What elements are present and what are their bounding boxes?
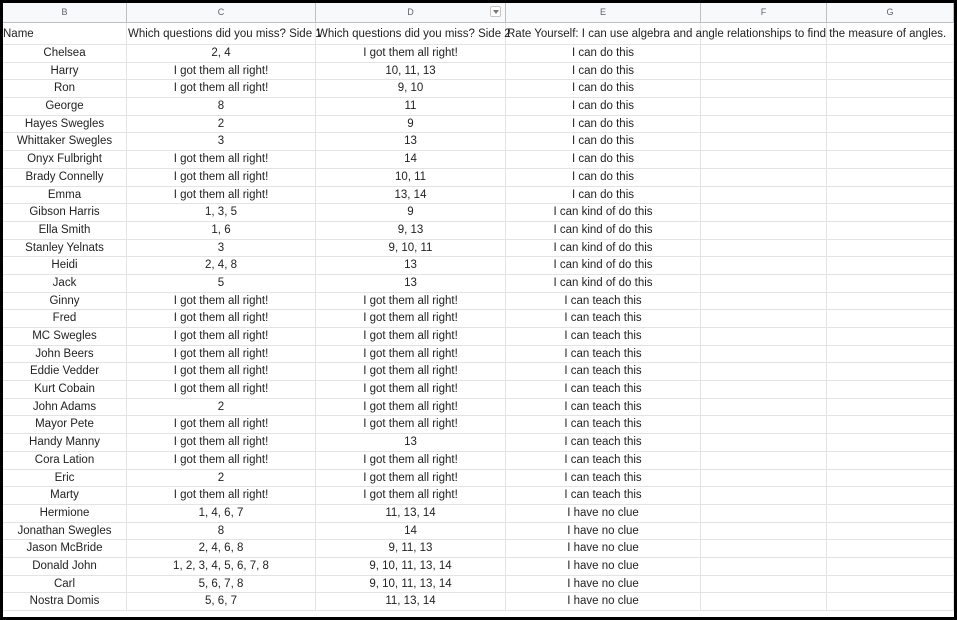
table-row bbox=[3, 558, 954, 576]
column-header-d[interactable] bbox=[316, 3, 506, 22]
table-row bbox=[3, 63, 954, 81]
cell-name[interactable]: Eric bbox=[3, 470, 127, 488]
cell-f[interactable] bbox=[701, 45, 827, 63]
cell-name[interactable]: Ella Smith bbox=[3, 222, 127, 240]
cell-g[interactable] bbox=[827, 151, 954, 169]
cell-side2[interactable]: I got them all right! bbox=[316, 45, 506, 63]
cell-f[interactable] bbox=[701, 169, 827, 187]
cell-side2[interactable]: 9, 10, 11, 13, 14 bbox=[316, 576, 506, 594]
cell-name[interactable]: Heidi bbox=[3, 257, 127, 275]
cell-side1[interactable]: I got them all right! bbox=[127, 381, 316, 399]
cell-side2[interactable]: 9, 13 bbox=[316, 222, 506, 240]
cell-g[interactable] bbox=[827, 399, 954, 417]
cell-name[interactable]: John Adams bbox=[3, 399, 127, 417]
cell-rating[interactable]: I can teach this bbox=[506, 434, 701, 452]
header-cell-side2[interactable]: Which questions did you miss? Side 2 bbox=[316, 23, 506, 45]
column-header-c[interactable]: C bbox=[127, 3, 316, 22]
cell-side2[interactable]: 9 bbox=[316, 204, 506, 222]
cell-side1[interactable]: I got them all right! bbox=[127, 63, 316, 81]
cell-side1[interactable]: I got them all right! bbox=[127, 346, 316, 364]
cell-name[interactable]: Mayor Pete bbox=[3, 416, 127, 434]
cell-side2[interactable]: I got them all right! bbox=[316, 328, 506, 346]
cell-g[interactable] bbox=[827, 576, 954, 594]
cell-side1[interactable]: 3 bbox=[127, 240, 316, 258]
cell-side2[interactable]: I got them all right! bbox=[316, 363, 506, 381]
cell-name[interactable]: Whittaker Swegles bbox=[3, 133, 127, 151]
cell-rating[interactable]: I can teach this bbox=[506, 346, 701, 364]
cell-g[interactable] bbox=[827, 116, 954, 134]
cell-rating[interactable]: I can do this bbox=[506, 63, 701, 81]
cell-name[interactable]: Stanley Yelnats bbox=[3, 240, 127, 258]
cell-side1[interactable]: 3 bbox=[127, 133, 316, 151]
table-row bbox=[3, 470, 954, 488]
cell-g[interactable] bbox=[827, 63, 954, 81]
cell-f[interactable] bbox=[701, 505, 827, 523]
cell-f[interactable] bbox=[701, 416, 827, 434]
cell-g[interactable] bbox=[827, 452, 954, 470]
column-header-e[interactable]: E bbox=[506, 3, 701, 22]
cell-g[interactable] bbox=[827, 434, 954, 452]
cell-rating[interactable]: I can do this bbox=[506, 116, 701, 134]
cell-rating[interactable]: I can teach this bbox=[506, 381, 701, 399]
cell-side2[interactable]: 14 bbox=[316, 523, 506, 541]
cell-name[interactable]: Onyx Fulbright bbox=[3, 151, 127, 169]
cell-side2[interactable]: 13 bbox=[316, 133, 506, 151]
cell-rating[interactable]: I can kind of do this bbox=[506, 204, 701, 222]
table-row bbox=[3, 169, 954, 187]
cell-f[interactable] bbox=[701, 452, 827, 470]
cell-side2[interactable]: 13 bbox=[316, 434, 506, 452]
cell-f[interactable] bbox=[701, 576, 827, 594]
cell-g[interactable] bbox=[827, 346, 954, 364]
cell-side2[interactable]: 14 bbox=[316, 151, 506, 169]
cell-f[interactable] bbox=[701, 257, 827, 275]
cell-name[interactable]: Jack bbox=[3, 275, 127, 293]
cell-side2[interactable]: I got them all right! bbox=[316, 470, 506, 488]
table-row bbox=[3, 45, 954, 63]
cell-side1[interactable]: I got them all right! bbox=[127, 187, 316, 205]
cell-name[interactable]: Jonathan Swegles bbox=[3, 523, 127, 541]
cell-rating[interactable]: I can teach this bbox=[506, 452, 701, 470]
cell-side1[interactable]: I got them all right! bbox=[127, 310, 316, 328]
cell-side1[interactable]: 8 bbox=[127, 98, 316, 116]
table-row bbox=[3, 310, 954, 328]
cell-name[interactable]: Marty bbox=[3, 487, 127, 505]
cell-side2[interactable]: 9 bbox=[316, 116, 506, 134]
cell-name[interactable]: Chelsea bbox=[3, 45, 127, 63]
cell-name[interactable]: Brady Connelly bbox=[3, 169, 127, 187]
cell-rating[interactable]: I have no clue bbox=[506, 593, 701, 611]
cell-g[interactable] bbox=[827, 275, 954, 293]
table-row bbox=[3, 293, 954, 311]
cell-rating[interactable]: I have no clue bbox=[506, 540, 701, 558]
cell-name[interactable]: Harry bbox=[3, 63, 127, 81]
cell-side1[interactable]: 2, 4, 8 bbox=[127, 257, 316, 275]
table-row bbox=[3, 151, 954, 169]
cell-side1[interactable]: I got them all right! bbox=[127, 434, 316, 452]
cell-rating[interactable]: I can do this bbox=[506, 187, 701, 205]
cell-side1[interactable]: I got them all right! bbox=[127, 80, 316, 98]
cell-side2[interactable]: I got them all right! bbox=[316, 381, 506, 399]
table-row bbox=[3, 593, 954, 611]
cell-side2[interactable]: 10, 11, 13 bbox=[316, 63, 506, 81]
cell-g[interactable] bbox=[827, 80, 954, 98]
table-row bbox=[3, 540, 954, 558]
cell-rating[interactable]: I can do this bbox=[506, 151, 701, 169]
cell-side1[interactable]: 2 bbox=[127, 470, 316, 488]
table-row bbox=[3, 133, 954, 151]
cell-f[interactable] bbox=[701, 381, 827, 399]
table-row bbox=[3, 328, 954, 346]
cell-rating[interactable]: I can kind of do this bbox=[506, 222, 701, 240]
cell-side1[interactable]: I got them all right! bbox=[127, 487, 316, 505]
cell-name[interactable]: Fred bbox=[3, 310, 127, 328]
cell-f[interactable] bbox=[701, 363, 827, 381]
cell-side2[interactable]: 11, 13, 14 bbox=[316, 593, 506, 611]
cell-side1[interactable]: 2, 4 bbox=[127, 45, 316, 63]
cell-side2[interactable]: I got them all right! bbox=[316, 346, 506, 364]
table-row bbox=[3, 98, 954, 116]
cell-g[interactable] bbox=[827, 222, 954, 240]
cell-name[interactable]: MC Swegles bbox=[3, 328, 127, 346]
cell-name[interactable]: George bbox=[3, 98, 127, 116]
cell-rating[interactable]: I can do this bbox=[506, 169, 701, 187]
cell-g[interactable] bbox=[827, 470, 954, 488]
table-row bbox=[3, 523, 954, 541]
cell-rating[interactable]: I have no clue bbox=[506, 523, 701, 541]
cell-side2[interactable]: 13, 14 bbox=[316, 187, 506, 205]
cell-f[interactable] bbox=[701, 558, 827, 576]
cell-f[interactable] bbox=[701, 240, 827, 258]
cell-rating[interactable]: I can kind of do this bbox=[506, 240, 701, 258]
cell-rating[interactable]: I can do this bbox=[506, 80, 701, 98]
table-row bbox=[3, 576, 954, 594]
cell-rating[interactable]: I can do this bbox=[506, 133, 701, 151]
cell-name[interactable]: John Beers bbox=[3, 346, 127, 364]
cell-f[interactable] bbox=[701, 151, 827, 169]
cell-side2[interactable]: I got them all right! bbox=[316, 399, 506, 417]
cell-side2[interactable]: 13 bbox=[316, 275, 506, 293]
cell-f[interactable] bbox=[701, 187, 827, 205]
cell-f[interactable] bbox=[701, 275, 827, 293]
table-row bbox=[3, 204, 954, 222]
cell-g[interactable] bbox=[827, 98, 954, 116]
cell-side2[interactable]: I got them all right! bbox=[316, 487, 506, 505]
cell-side1[interactable]: 2 bbox=[127, 399, 316, 417]
cell-side1[interactable]: 1, 2, 3, 4, 5, 6, 7, 8 bbox=[127, 558, 316, 576]
cell-name[interactable]: Carl bbox=[3, 576, 127, 594]
cell-side1[interactable]: I got them all right! bbox=[127, 151, 316, 169]
cell-side2[interactable]: I got them all right! bbox=[316, 452, 506, 470]
cell-f[interactable] bbox=[701, 293, 827, 311]
cell-rating[interactable]: I have no clue bbox=[506, 558, 701, 576]
cell-name[interactable]: Ginny bbox=[3, 293, 127, 311]
cell-side1[interactable]: I got them all right! bbox=[127, 328, 316, 346]
cell-name[interactable]: Kurt Cobain bbox=[3, 381, 127, 399]
cell-name[interactable]: Jason McBride bbox=[3, 540, 127, 558]
header-cell-side1[interactable]: Which questions did you miss? Side 1 bbox=[127, 23, 316, 45]
cell-g[interactable] bbox=[827, 540, 954, 558]
table-row bbox=[3, 416, 954, 434]
cell-side1[interactable]: 2 bbox=[127, 116, 316, 134]
cell-rating[interactable]: I can teach this bbox=[506, 487, 701, 505]
cell-side1[interactable]: 5, 6, 7 bbox=[127, 593, 316, 611]
table-row bbox=[3, 434, 954, 452]
cell-f[interactable] bbox=[701, 204, 827, 222]
cell-f[interactable] bbox=[701, 116, 827, 134]
table-row bbox=[3, 240, 954, 258]
cell-g[interactable] bbox=[827, 593, 954, 611]
cell-f[interactable] bbox=[701, 487, 827, 505]
column-header-b[interactable]: B bbox=[3, 3, 127, 22]
column-header-bar bbox=[3, 3, 954, 23]
cell-f[interactable] bbox=[701, 399, 827, 417]
cell-g[interactable] bbox=[827, 310, 954, 328]
cell-rating[interactable]: I can teach this bbox=[506, 470, 701, 488]
cell-rating[interactable]: I can teach this bbox=[506, 328, 701, 346]
cell-side1[interactable]: 1, 6 bbox=[127, 222, 316, 240]
cell-name[interactable]: Nostra Domis bbox=[3, 593, 127, 611]
cell-side2[interactable]: 11 bbox=[316, 98, 506, 116]
table-row bbox=[3, 399, 954, 417]
cell-f[interactable] bbox=[701, 222, 827, 240]
cell-g[interactable] bbox=[827, 416, 954, 434]
cell-name[interactable]: Ron bbox=[3, 80, 127, 98]
cell-rating[interactable]: I can teach this bbox=[506, 363, 701, 381]
cell-side2[interactable]: 11, 13, 14 bbox=[316, 505, 506, 523]
sheet-grid bbox=[3, 23, 954, 611]
cell-side2[interactable]: 13 bbox=[316, 257, 506, 275]
cell-rating[interactable]: I can teach this bbox=[506, 293, 701, 311]
cell-g[interactable] bbox=[827, 505, 954, 523]
cell-name[interactable]: Handy Manny bbox=[3, 434, 127, 452]
column-header-f[interactable]: F bbox=[701, 3, 827, 22]
cell-rating[interactable]: I have no clue bbox=[506, 505, 701, 523]
table-row bbox=[3, 505, 954, 523]
table-row bbox=[3, 187, 954, 205]
cell-rating[interactable]: I can kind of do this bbox=[506, 275, 701, 293]
cell-f[interactable] bbox=[701, 310, 827, 328]
cell-side1[interactable]: 5 bbox=[127, 275, 316, 293]
cell-side2[interactable]: I got them all right! bbox=[316, 310, 506, 328]
cell-name[interactable]: Donald John bbox=[3, 558, 127, 576]
cell-f[interactable] bbox=[701, 80, 827, 98]
column-header-g[interactable]: G bbox=[827, 3, 954, 22]
cell-f[interactable] bbox=[701, 328, 827, 346]
cell-rating[interactable]: I can do this bbox=[506, 98, 701, 116]
table-row bbox=[3, 452, 954, 470]
cell-f[interactable] bbox=[701, 593, 827, 611]
table-row bbox=[3, 257, 954, 275]
table-row bbox=[3, 381, 954, 399]
cell-f[interactable] bbox=[701, 346, 827, 364]
table-row bbox=[3, 346, 954, 364]
cell-side1[interactable]: 5, 6, 7, 8 bbox=[127, 576, 316, 594]
cell-side2[interactable]: I got them all right! bbox=[316, 293, 506, 311]
header-row bbox=[3, 23, 954, 45]
cell-side2[interactable]: I got them all right! bbox=[316, 416, 506, 434]
table-row bbox=[3, 275, 954, 293]
cell-g[interactable] bbox=[827, 381, 954, 399]
cell-g[interactable] bbox=[827, 293, 954, 311]
cell-side1[interactable]: 8 bbox=[127, 523, 316, 541]
cell-g[interactable] bbox=[827, 204, 954, 222]
cell-f[interactable] bbox=[701, 133, 827, 151]
cell-g[interactable] bbox=[827, 558, 954, 576]
cell-f[interactable] bbox=[701, 98, 827, 116]
cell-f[interactable] bbox=[701, 540, 827, 558]
cell-side1[interactable]: I got them all right! bbox=[127, 416, 316, 434]
cell-f[interactable] bbox=[701, 470, 827, 488]
cell-name[interactable]: Hermione bbox=[3, 505, 127, 523]
cell-name[interactable]: Cora Lation bbox=[3, 452, 127, 470]
table-row bbox=[3, 363, 954, 381]
cell-g[interactable] bbox=[827, 45, 954, 63]
filter-dropdown-icon[interactable] bbox=[490, 6, 501, 17]
cell-side1[interactable]: I got them all right! bbox=[127, 452, 316, 470]
cell-g[interactable] bbox=[827, 328, 954, 346]
cell-rating[interactable]: I can teach this bbox=[506, 310, 701, 328]
cell-side1[interactable]: 2, 4, 6, 8 bbox=[127, 540, 316, 558]
cell-g[interactable] bbox=[827, 169, 954, 187]
cell-rating[interactable]: I can teach this bbox=[506, 399, 701, 417]
cell-g[interactable] bbox=[827, 133, 954, 151]
cell-rating[interactable]: I have no clue bbox=[506, 576, 701, 594]
cell-name[interactable]: Eddie Vedder bbox=[3, 363, 127, 381]
cell-g[interactable] bbox=[827, 240, 954, 258]
cell-f[interactable] bbox=[701, 434, 827, 452]
cell-side1[interactable]: I got them all right! bbox=[127, 363, 316, 381]
cell-name[interactable]: Gibson Harris bbox=[3, 204, 127, 222]
cell-rating[interactable]: I can do this bbox=[506, 45, 701, 63]
cell-g[interactable] bbox=[827, 187, 954, 205]
header-cell-name[interactable]: Name bbox=[3, 23, 127, 45]
table-row bbox=[3, 80, 954, 98]
column-header-d-label: D bbox=[407, 7, 414, 17]
cell-name[interactable]: Hayes Swegles bbox=[3, 116, 127, 134]
cell-side1[interactable]: 1, 3, 5 bbox=[127, 204, 316, 222]
cell-g[interactable] bbox=[827, 487, 954, 505]
cell-side2[interactable]: 9, 10, 11 bbox=[316, 240, 506, 258]
cell-side1[interactable]: 1, 4, 6, 7 bbox=[127, 505, 316, 523]
cell-side2[interactable]: 9, 10, 11, 13, 14 bbox=[316, 558, 506, 576]
cell-side2[interactable]: 9, 11, 13 bbox=[316, 540, 506, 558]
header-cell-rating[interactable]: Rate Yourself: I can use algebra and angle relationships to find the measure of angles. bbox=[506, 23, 701, 45]
cell-g[interactable] bbox=[827, 363, 954, 381]
cell-g[interactable] bbox=[827, 257, 954, 275]
cell-f[interactable] bbox=[701, 523, 827, 541]
cell-side2[interactable]: 9, 10 bbox=[316, 80, 506, 98]
cell-side1[interactable]: I got them all right! bbox=[127, 293, 316, 311]
table-row bbox=[3, 222, 954, 240]
cell-side2[interactable]: 10, 11 bbox=[316, 169, 506, 187]
cell-name[interactable]: Emma bbox=[3, 187, 127, 205]
cell-rating[interactable]: I can teach this bbox=[506, 416, 701, 434]
cell-side1[interactable]: I got them all right! bbox=[127, 169, 316, 187]
cell-f[interactable] bbox=[701, 63, 827, 81]
table-row bbox=[3, 116, 954, 134]
table-row bbox=[3, 487, 954, 505]
cell-g[interactable] bbox=[827, 523, 954, 541]
cell-rating[interactable]: I can kind of do this bbox=[506, 257, 701, 275]
